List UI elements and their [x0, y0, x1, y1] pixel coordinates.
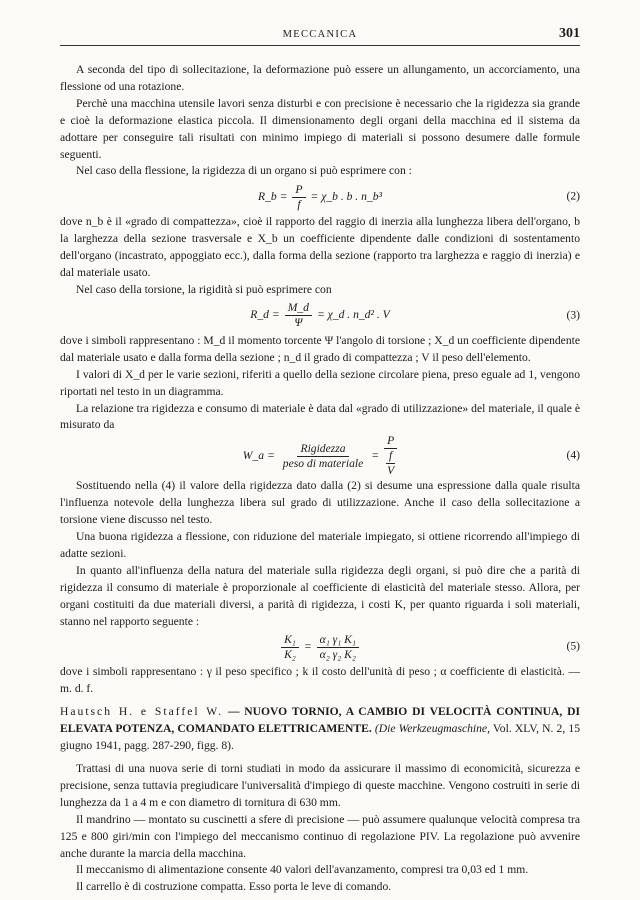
- formula-lhs: R_d =: [250, 308, 280, 322]
- article-journal: (Die Werkzeugmaschine,: [374, 722, 490, 736]
- paragraph: Trattasi di una nuova serie di torni studiati in modo da assicurare il massimo di economicità, sicurezza e precisione, senza tuttavia pregiudicare l'universalità d'impiego di queste macchine. Vengono costruiti in serie di lunghezza da 1 a 4 m e con diametro di tornitura di 630 mm.: [60, 762, 580, 809]
- formula-denominator: α₂ γ₂ K₂: [319, 647, 356, 661]
- paragraph: Il meccanismo di alimentazione consente 40 valori dell'avanzamento, compresi tra 0,03 ed 1 mm.: [76, 863, 529, 877]
- running-title: MECCANICA: [282, 29, 358, 40]
- formula-numerator: α₁ γ₁ K₁: [317, 633, 359, 648]
- formula-middle: f: [386, 449, 395, 464]
- paragraph: La relazione tra rigidezza e consumo di materiale è data dal «grado di utilizzazione» del materiale, il quale è misurato da: [60, 401, 580, 432]
- formula-5: $\frac{\text{K₁}}{\text{K₂}}$ = $\frac{\text{α₁ γ₁ K₁}}{\text{α₂ γ₂ K₂}}$ (5): [60, 630, 580, 664]
- paragraph: A seconda del tipo di sollecitazione, la deformazione può essere un allungamento, un accorciamento, una flessione od una rotazione.: [60, 63, 580, 93]
- formula-numerator: K₁: [281, 633, 299, 648]
- formula-denominator: V: [387, 464, 395, 478]
- formula-denominator: K₂: [284, 647, 296, 661]
- paragraph: In quanto all'influenza della natura del materiale sulla rigidezza degli organi, si può dire che a parità di rigidezza il consumo di materiale è proporzionale al coefficiente di elasticità del materiale stesso. Allora, per organi costituiti da due materiali diversi, a parità di rigidezza, i costi K, per quanto riguarda i soli materiali, stanno nel rapporto seguente :: [60, 563, 580, 628]
- formula-lhs: W_a =: [242, 448, 275, 462]
- paragraph: Il carrello è di costruzione compatta. Esso porta le leve di comando.: [76, 880, 392, 894]
- formula-number: (5): [566, 640, 580, 654]
- paragraph: Perchè una macchina utensile lavori senza disturbi e con precisione è necessario che la rigidezza sia grande e cioè la deformazione elastica piccola. Il dimensionamento degli organi della macchina ed il sistema da adottare per conseguire tali risultati con minimo impiego di materiali si possono desumere dalle formule seguenti.: [60, 96, 580, 161]
- paragraph: Il mandrino — montato su cuscinetti a sfere di precisione — può assumere qualunque velocità compresa tra 125 e 800 giri/min con l'impiego del meccanismo continuo di regolazione PIV. La regolazione può avvenire anche durante la marcia della macchina.: [60, 812, 580, 860]
- formula-denominator: peso di materiale: [282, 456, 364, 470]
- formula-number: (3): [566, 308, 580, 322]
- article-authors: Hautsch H. e Staffel W.: [60, 705, 223, 719]
- article-source-details: Vol. XLV, N. 2, 15 giugno 1941, pagg. 287-290, figg. 8).: [60, 722, 580, 753]
- paragraph: Nel caso della flessione, la rigidezza di un organo si può esprimere con :: [76, 164, 412, 178]
- paragraph: dove n_b è il «grado di compattezza», cioè il rapporto del raggio di inerzia alla lunghezza libera dell'organo, b la larghezza della sezione trasversale e X_b un coefficiente dipendente dalle condizioni di sostentamento dell'organo (incastrato, appoggiato ecc.), dalla forma della sezione (rapporto tra larghezza e raggio di inerzia) e dal materiale usato.: [60, 215, 580, 280]
- bibliographic-entry: [60, 704, 580, 755]
- paragraph: I valori di X_d per le varie sezioni, riferiti a quello della sezione circolare piena, preso eguale ad 1, vengono riportati nel testo in un diagramma.: [60, 367, 580, 398]
- page-body: [60, 62, 580, 896]
- paragraph: dove i simboli rappresentano : γ il peso specifico ; k il costo dell'unità di peso ; α coefficiente di elasticità. — m. d. f.: [60, 665, 580, 696]
- page-number: 301: [559, 26, 580, 41]
- formula-2: [60, 180, 580, 214]
- formula-number: (4): [566, 448, 580, 462]
- formula-4: W_a = $\frac{\text{Rigidezza}}{\text{peso di materiale}}$ = P f V (4): [242, 434, 580, 478]
- paragraph: Nel caso della torsione, la rigidità si può esprimere con: [76, 282, 332, 296]
- formula-number: (2): [566, 189, 580, 203]
- formula-rhs: = χ_d . n_d² . V: [316, 308, 390, 322]
- formula-numerator: P: [384, 434, 397, 449]
- article-title: — NUOVO TORNIO, A CAMBIO DI VELOCITÀ CONTINUA, DI ELEVATA POTENZA, COMANDATO ELETTRICAMENTE.: [60, 705, 580, 736]
- header-rule: [60, 45, 580, 46]
- formula-rhs: = χ_b . b . n_b³: [310, 189, 382, 203]
- paragraph: dove i simboli rappresentano : M_d il momento torcente Ψ l'angolo di torsione ; X_d un coefficiente dipendente dal materiale usato e dalla forma della sezione ; n_d il grado di compattezza ; V il peso dell'elemento.: [60, 333, 580, 364]
- running-header: [60, 26, 580, 44]
- formula-3: [60, 299, 580, 333]
- formula-numerator: P: [292, 183, 305, 198]
- paragraph: Sostituendo nella (4) il valore della rigidezza dato dalla (2) si desume una espressione dalla quale risulta l'influenza notevole della lunghezza libera sul grado di utilizzazione. Anche il caso della sollecitazione a torsione viene discusso nel testo.: [60, 479, 580, 527]
- formula-numerator: M_d: [285, 301, 312, 316]
- formula-denominator: f: [297, 197, 301, 211]
- paragraph: Una buona rigidezza a flessione, con riduzione del materiale impiegato, si ottiene ricorrendo all'impiego di adatte sezioni.: [60, 530, 580, 560]
- formula-numerator: Rigidezza: [297, 442, 348, 457]
- formula-lhs: R_b =: [258, 189, 288, 203]
- formula-denominator: Ψ: [294, 316, 303, 330]
